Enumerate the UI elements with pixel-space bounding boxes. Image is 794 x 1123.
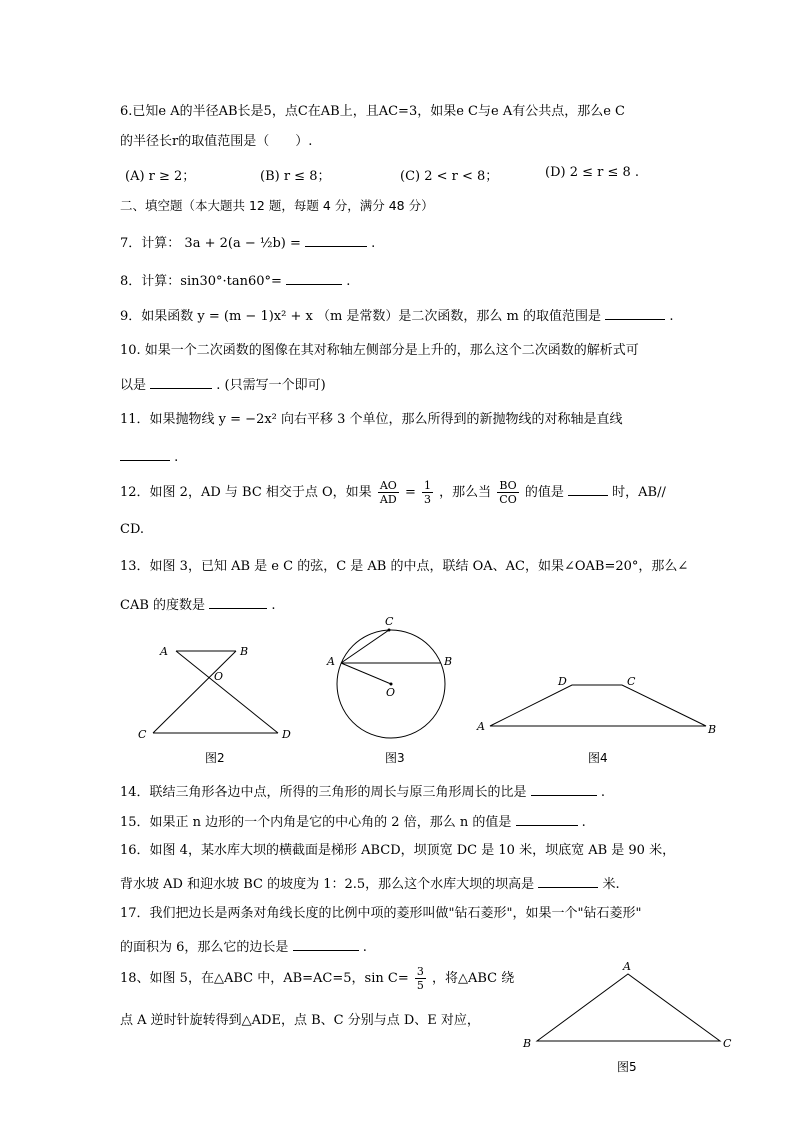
q12-after: 的值是: [524, 485, 564, 500]
q18-frac-3-5: $\frac{3}{5}$: [416, 965, 424, 992]
q12-frac-ao-ad: $\frac{AO}{AD}$: [379, 479, 397, 506]
q8-text: 8．计算：sin30°·tan60°=: [120, 274, 282, 289]
q17-line2: [120, 936, 367, 957]
q15: [120, 811, 586, 832]
figure-2: [138, 645, 291, 741]
figure-3: [326, 615, 452, 738]
q10-line1: 10. 如果一个二次函数的图像在其对称轴左侧部分是上升的，那么这个二次函数的解析式可: [120, 343, 639, 358]
q12-line2: CD.: [120, 522, 145, 537]
fig5-caption: 图5: [617, 1060, 637, 1074]
q6-choice-a: (A) r ≥ 2；: [125, 169, 196, 184]
fig3-label-a: A: [327, 655, 335, 668]
fig2-label-o: O: [214, 670, 224, 683]
q6-choice-d: (D) 2 ≤ r ≤ 8 .: [545, 165, 640, 180]
fig2-label-d: D: [282, 728, 291, 741]
fig5-label-c: C: [723, 1037, 732, 1050]
q16-suffix: 米.: [602, 877, 620, 892]
fig2-label-a: A: [160, 645, 168, 658]
fig4-label-c: C: [627, 675, 636, 688]
figure-4: [476, 675, 716, 736]
q13-line1: 13．如图 3，已知 AB 是 e C 的弦，C 是 AB 的中点，联结 OA、AC，如果∠OAB=20°，那么∠: [120, 559, 689, 574]
q18-line1: [120, 964, 514, 994]
q12-prefix: 12．如图 2，AD 与 BC 相交于点 O，如果: [120, 485, 372, 500]
q12-frac-1-3: $\frac{1}{3}$: [423, 479, 431, 506]
figure-5: [522, 960, 732, 1050]
q13-suffix: .: [271, 598, 276, 613]
q9-text: 9．如果函数 y = (m − 1)x² + x （m 是常数）是二次函数，那么 m 的取值范围是: [120, 309, 602, 324]
fig2-label-b: B: [240, 645, 249, 658]
q12-equals: =: [404, 485, 416, 500]
q7-expr: 3a + 2(a − ½b) =: [184, 236, 301, 251]
q6-line2: 的半径长r的取值范围是（ ）.: [120, 134, 313, 149]
q8-suffix: .: [346, 274, 351, 289]
fig4-label-a: A: [477, 720, 485, 733]
fig3-caption: 图3: [385, 751, 405, 765]
q7-suffix: .: [371, 236, 376, 251]
q14-text: 14．联结三角形各边中点，所得的三角形的周长与原三角形周长的比是: [120, 785, 527, 800]
q12-end: 时，AB//: [612, 485, 666, 500]
q14-suffix: .: [600, 785, 605, 800]
q16-line2: [120, 873, 620, 894]
q11-line1: 11．如果抛物线 y = −2x² 向右平移 3 个单位，那么所得到的新抛物线的对称轴是直线: [120, 412, 623, 427]
fig2-caption: 图2: [205, 751, 225, 765]
q16-answer-blank[interactable]: [538, 873, 598, 888]
q12-mid: ，那么当: [439, 485, 492, 500]
q9-suffix: .: [669, 309, 674, 324]
fig4-caption: 图4: [588, 751, 608, 765]
q17-line1: 17．我们把边长是两条对角线长度的比例中项的菱形叫做"钻石菱形"，如果一个"钻石菱形": [120, 906, 642, 921]
q18-prefix: 18、如图 5，在△ABC 中，AB=AC=5，sin C=: [120, 971, 409, 986]
fig4-label-d: D: [558, 675, 567, 688]
q6-line1: 6.已知e A的半径AB长是5，点C在AB上，且AC=3，如果e C与e A有公共点，那么e C: [120, 104, 625, 119]
q17-suffix: .: [362, 940, 367, 955]
q7-prefix: 7．计算：: [120, 236, 181, 251]
q6-choice-c: (C) 2 < r < 8；: [400, 169, 499, 184]
fig3-label-b: B: [444, 655, 453, 668]
q15-text: 15．如果正 n 边形的一个内角是它的中心角的 2 倍，那么 n 的值是: [120, 815, 512, 830]
fig3-label-c: C: [385, 615, 394, 628]
q16-line1: 16．如图 4，某水库大坝的横截面是梯形 ABCD，坝顶宽 DC 是 10 米，坝底宽 AB 是 90 米，: [120, 843, 676, 858]
q10-line2-prefix: 以是: [120, 378, 147, 393]
q12-frac-bo-co: $\frac{BO}{CO}$: [499, 479, 517, 506]
q10-line2-suffix: . (只需写一个即可): [216, 378, 326, 393]
fig2-label-c: C: [138, 728, 147, 741]
q16-line2-prefix: 背水坡 AD 和迎水坡 BC 的坡度为 1：2.5，那么这个水库大坝的坝高是: [120, 877, 535, 892]
q15-answer-blank[interactable]: [516, 811, 578, 826]
fig4-label-b: B: [708, 723, 717, 736]
q17-line2-prefix: 的面积为 6，那么它的边长是: [120, 940, 289, 955]
q13-line2-prefix: CAB 的度数是: [120, 598, 206, 613]
fig3-label-o: O: [386, 686, 396, 699]
q14-answer-blank[interactable]: [531, 781, 597, 796]
q14: [120, 781, 605, 802]
fig5-label-b: B: [523, 1037, 532, 1050]
section2-heading: 二、填空题（本大题共 12 题，每题 4 分，满分 48 分）: [120, 198, 434, 213]
q18-suffix: ，将△ABC 绕: [432, 971, 515, 986]
q6-choice-b: (B) r ≤ 8；: [260, 169, 331, 184]
q15-suffix: .: [581, 815, 586, 830]
q18-line2: 点 A 逆时针旋转得到△ADE，点 B、C 分别与点 D、E 对应，: [120, 1013, 480, 1028]
fig5-label-a: A: [623, 960, 631, 973]
q17-answer-blank[interactable]: [293, 936, 359, 951]
q11-suffix: .: [174, 450, 179, 465]
